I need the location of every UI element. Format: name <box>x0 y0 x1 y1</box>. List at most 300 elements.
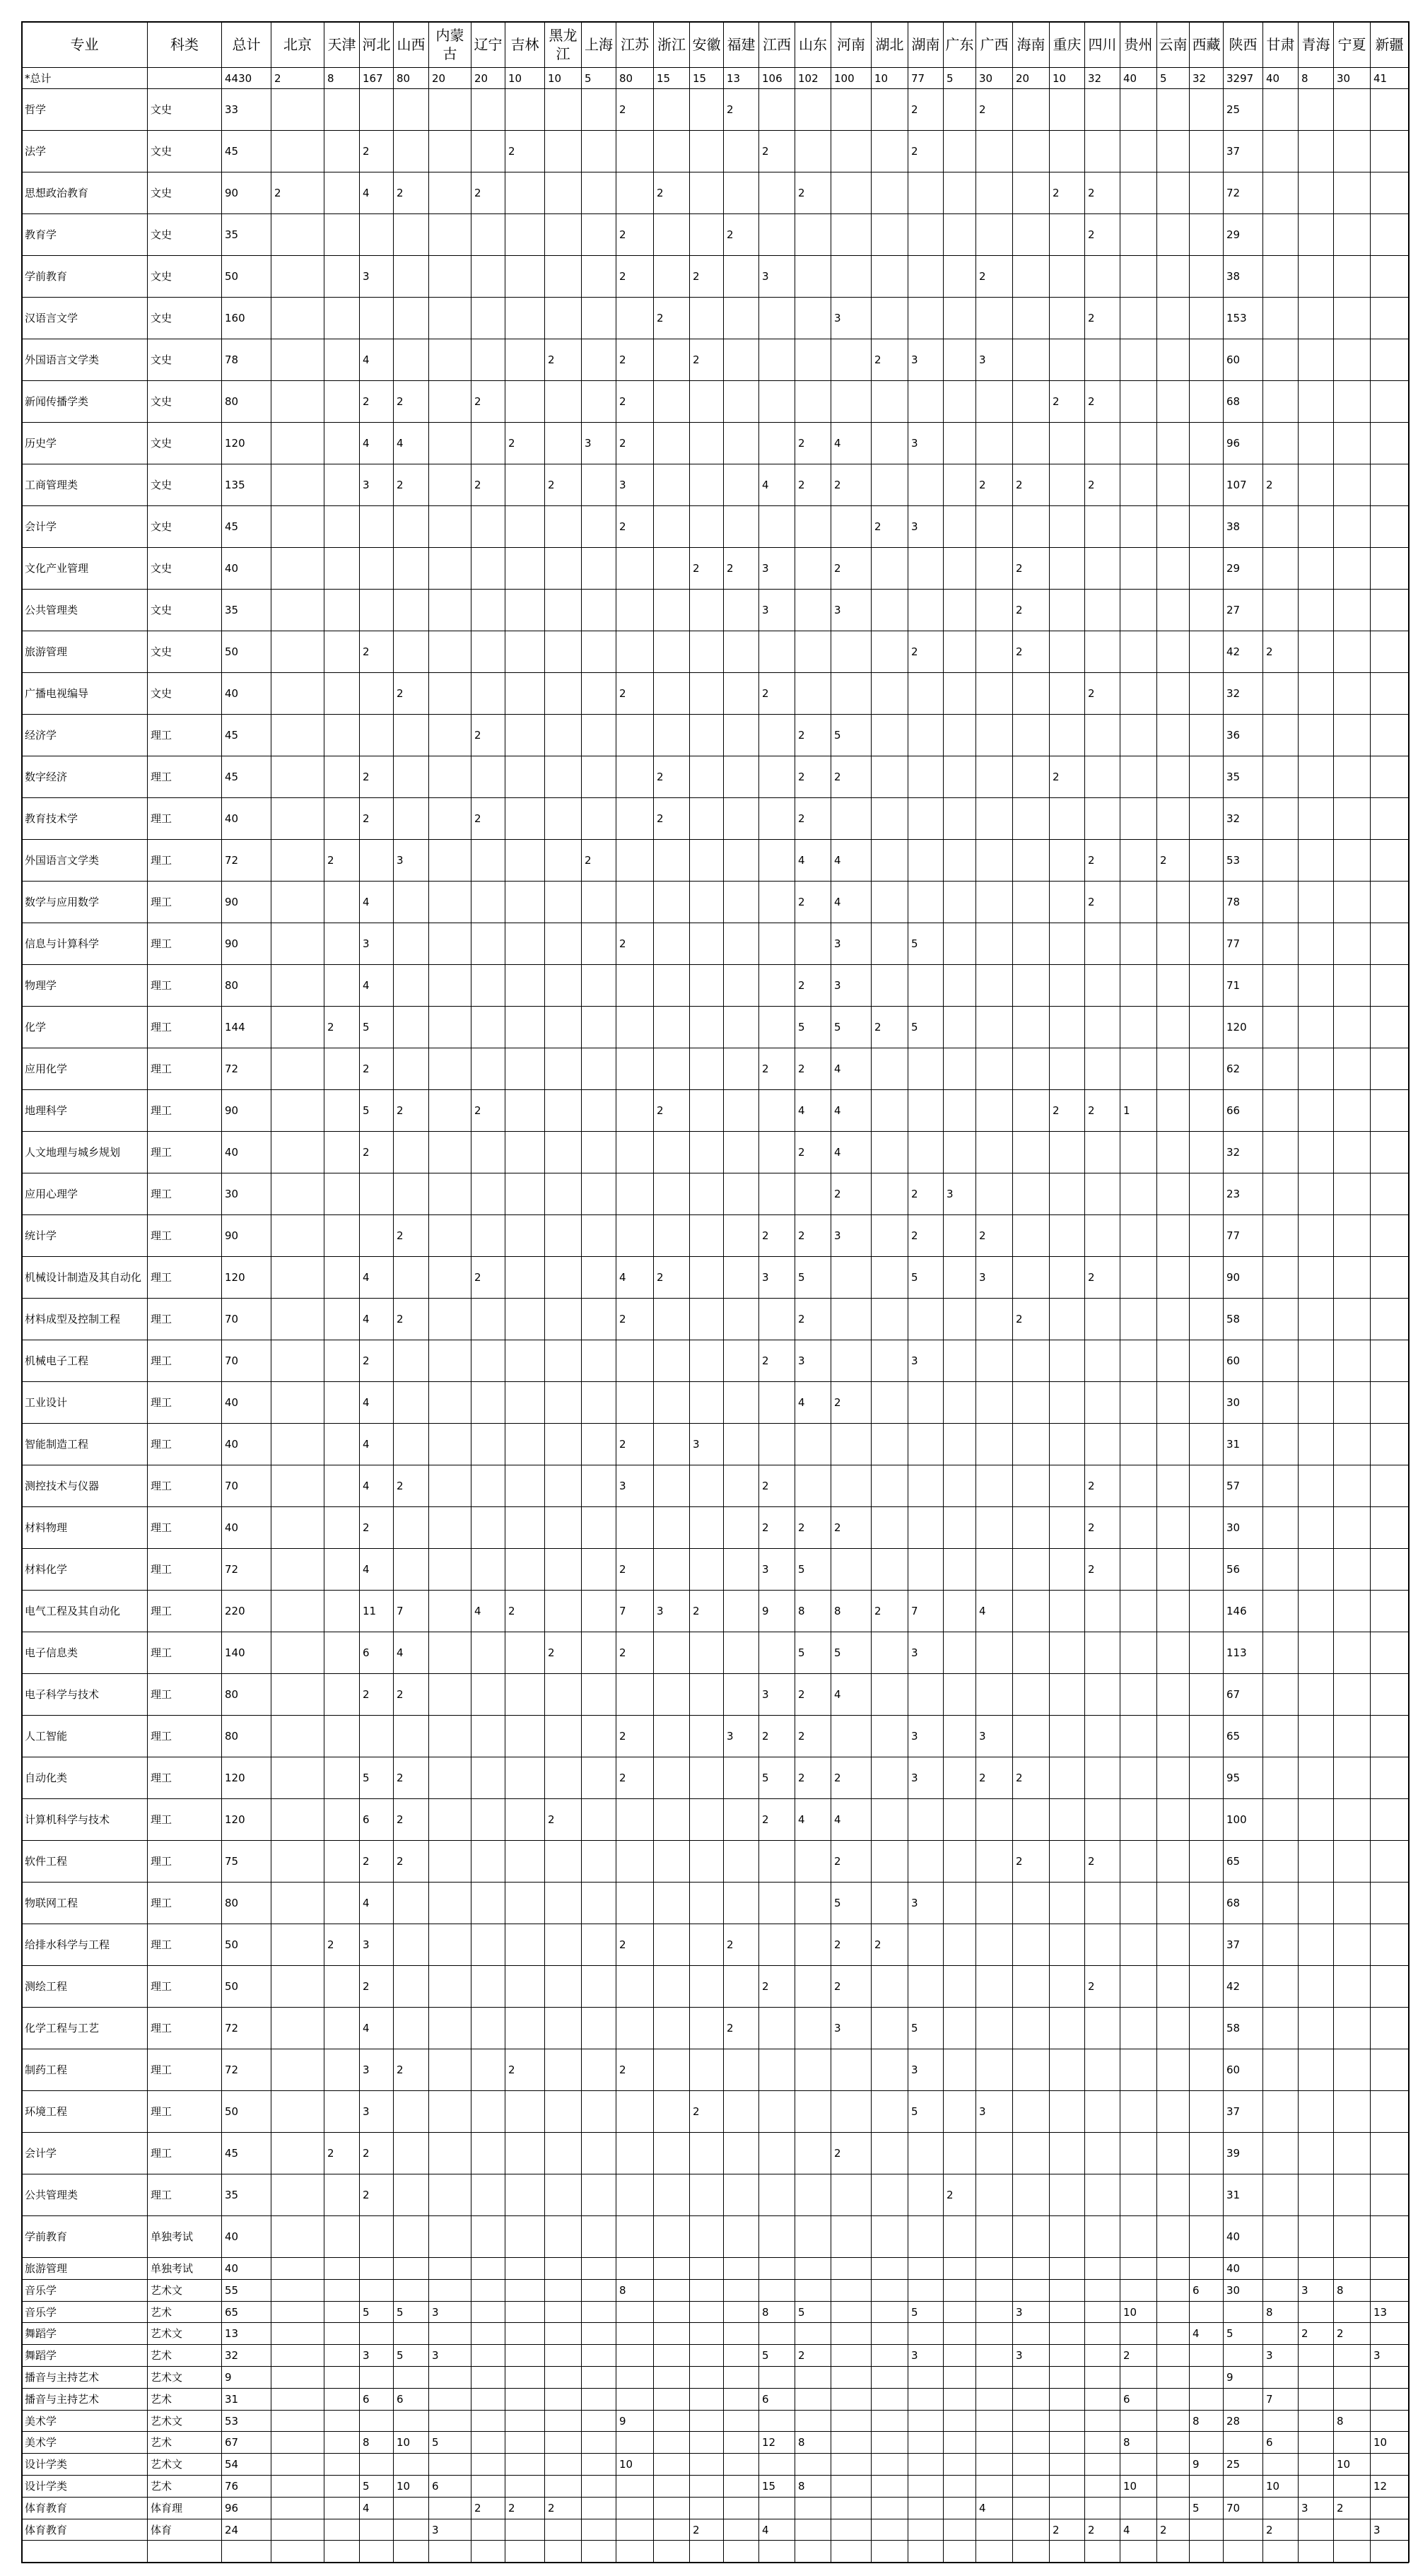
quota-cell: 2 <box>363 1521 370 1534</box>
quota-cell: 2 <box>619 1772 626 1784</box>
quota-cell: 2 <box>363 2147 370 2160</box>
quota-cell: 2 <box>798 1062 805 1075</box>
column-header: 河北 <box>362 36 391 53</box>
total-cell: 2 <box>274 71 281 85</box>
quota-cell: 2 <box>979 1772 986 1784</box>
quota-cell: 2 <box>474 1104 481 1117</box>
quota-cell: 2 <box>619 687 626 700</box>
category-name: 理工 <box>151 1813 172 1826</box>
quota-cell: 90 <box>1226 1271 1241 1284</box>
category-name: 文史 <box>151 437 172 450</box>
quota-cell: 2 <box>798 1772 805 1784</box>
quota-cell: 35 <box>225 604 239 616</box>
quota-cell: 2 <box>1088 687 1095 700</box>
quota-cell: 3 <box>585 437 592 450</box>
major-name: 信息与计算科学 <box>25 937 100 950</box>
major-name: 广播电视编导 <box>25 687 89 700</box>
category-name: 理工 <box>151 1688 172 1701</box>
grid-line-vertical <box>581 21 582 2563</box>
quota-cell: 50 <box>225 270 239 283</box>
quota-cell: 2 <box>798 437 805 450</box>
quota-cell: 5 <box>911 2305 918 2319</box>
quota-cell: 3 <box>762 1688 769 1701</box>
total-row-label: *总计 <box>25 71 52 85</box>
quota-cell: 30 <box>1226 1521 1241 1534</box>
major-name: 公共管理类 <box>25 604 78 616</box>
total-cell: 80 <box>397 71 411 85</box>
quota-cell: 5 <box>363 2480 370 2493</box>
category-name: 理工 <box>151 1646 172 1659</box>
quota-cell: 3 <box>1301 2502 1308 2514</box>
grid-line-vertical <box>1298 21 1299 2563</box>
quota-cell: 2 <box>585 854 592 867</box>
column-header: 安徽 <box>692 36 721 53</box>
quota-cell: 2 <box>1088 1563 1095 1576</box>
quota-cell: 2 <box>1016 645 1023 658</box>
quota-cell: 5 <box>834 1897 841 1909</box>
quota-cell: 4 <box>363 437 370 450</box>
quota-cell: 8 <box>1193 2414 1200 2428</box>
quota-cell: 67 <box>1226 1688 1241 1701</box>
quota-cell: 90 <box>225 896 239 908</box>
quota-cell: 2 <box>619 353 626 366</box>
quota-cell: 23 <box>1226 1188 1241 1200</box>
column-header: 西藏 <box>1192 36 1221 53</box>
major-name: 思想政治教育 <box>25 187 89 199</box>
category-name: 体育理 <box>151 2502 183 2514</box>
quota-cell: 4 <box>363 896 370 908</box>
quota-cell: 3 <box>619 1480 626 1492</box>
quota-cell: 13 <box>1373 2305 1388 2319</box>
quota-cell: 15 <box>762 2480 776 2493</box>
total-cell: 32 <box>1193 71 1207 85</box>
total-cell: 40 <box>1266 71 1280 85</box>
quota-cell: 135 <box>225 479 245 491</box>
quota-cell: 45 <box>225 145 239 158</box>
major-name: 舞蹈学 <box>25 2349 57 2362</box>
quota-cell: 2 <box>474 1271 481 1284</box>
quota-cell: 10 <box>1123 2480 1137 2493</box>
total-cell <box>148 68 221 88</box>
quota-cell: 6 <box>1123 2393 1130 2406</box>
grid-line-vertical <box>428 21 429 2563</box>
quota-cell: 3 <box>432 2523 439 2536</box>
category-name: 理工 <box>151 2022 172 2035</box>
quota-cell: 2 <box>834 1396 841 1409</box>
quota-cell: 45 <box>225 2147 239 2160</box>
quota-cell: 2 <box>1088 395 1095 408</box>
quota-cell: 90 <box>225 1229 239 1242</box>
quota-cell: 2 <box>657 187 664 199</box>
quota-cell: 3 <box>1266 2349 1273 2362</box>
quota-cell: 2 <box>834 2147 841 2160</box>
major-name: 化学工程与工艺 <box>25 2022 100 2035</box>
grid-line-vertical <box>723 21 724 2563</box>
major-name: 智能制造工程 <box>25 1438 89 1451</box>
quota-cell: 140 <box>225 1646 245 1659</box>
quota-cell: 4 <box>979 1605 986 1617</box>
major-name: 舞蹈学 <box>25 2327 57 2340</box>
quota-cell: 2 <box>834 562 841 575</box>
major-name: 会计学 <box>25 520 57 533</box>
category-name: 理工 <box>151 2105 172 2118</box>
major-name: 材料成型及控制工程 <box>25 1313 121 1325</box>
quota-cell: 120 <box>1226 1021 1247 1034</box>
quota-cell: 8 <box>798 1605 805 1617</box>
grid-line-vertical <box>1189 21 1190 2563</box>
quota-cell: 5 <box>798 1646 805 1659</box>
grid-line-vertical <box>1408 21 1410 2563</box>
quota-cell: 42 <box>1226 1980 1241 1993</box>
major-name: 美术学 <box>25 2414 57 2428</box>
quota-cell: 2 <box>1088 228 1095 241</box>
column-header: 浙江 <box>657 36 686 53</box>
category-name: 理工 <box>151 1271 172 1284</box>
quota-cell: 3 <box>834 312 841 324</box>
total-cell: 77 <box>911 71 925 85</box>
quota-cell: 12 <box>1373 2480 1388 2493</box>
quota-cell: 2 <box>363 395 370 408</box>
quota-cell: 77 <box>1226 1229 1241 1242</box>
quota-cell: 3 <box>1016 2305 1023 2319</box>
quota-cell: 5 <box>762 1772 769 1784</box>
quota-cell: 2 <box>474 729 481 742</box>
major-name: 人文地理与城乡规划 <box>25 1146 121 1159</box>
quota-cell: 2 <box>474 187 481 199</box>
quota-cell: 3 <box>762 604 769 616</box>
quota-cell: 4 <box>363 1271 370 1284</box>
quota-cell: 78 <box>225 353 239 366</box>
quota-cell: 2 <box>1088 1271 1095 1284</box>
quota-cell: 2 <box>727 2022 734 2035</box>
major-name: 人工智能 <box>25 1730 68 1743</box>
quota-cell: 153 <box>1226 312 1247 324</box>
quota-cell: 2 <box>798 729 805 742</box>
quota-cell: 8 <box>1337 2414 1344 2428</box>
quota-cell: 4 <box>363 1313 370 1325</box>
category-name: 体育 <box>151 2523 172 2536</box>
major-name: 计算机科学与技术 <box>25 1813 110 1826</box>
category-name: 文史 <box>151 395 172 408</box>
grid-line-vertical <box>1333 21 1334 2563</box>
major-name: 工业设计 <box>25 1396 68 1409</box>
quota-cell: 5 <box>798 1021 805 1034</box>
quota-cell: 4 <box>798 854 805 867</box>
quota-cell: 4 <box>834 1146 841 1159</box>
quota-cell: 3 <box>911 1730 918 1743</box>
total-cell: 15 <box>657 71 671 85</box>
quota-cell: 2 <box>947 2189 954 2201</box>
quota-cell: 2 <box>397 1313 404 1325</box>
total-cell: 10 <box>508 71 522 85</box>
quota-cell: 5 <box>363 1104 370 1117</box>
quota-cell: 2 <box>762 1980 769 1993</box>
quota-cell: 2 <box>1160 2523 1167 2536</box>
category-name: 文史 <box>151 353 172 366</box>
total-cell: 10 <box>548 71 562 85</box>
category-name: 理工 <box>151 1730 172 1743</box>
quota-cell: 2 <box>1266 645 1273 658</box>
quota-cell: 72 <box>225 2063 239 2076</box>
quota-cell: 2 <box>1088 312 1095 324</box>
quota-cell: 2 <box>798 1313 805 1325</box>
quota-cell: 2 <box>834 771 841 783</box>
category-name: 理工 <box>151 1354 172 1367</box>
quota-cell: 40 <box>1226 2262 1241 2275</box>
quota-cell: 3 <box>979 1730 986 1743</box>
total-cell: 5 <box>947 71 954 85</box>
quota-cell: 65 <box>1226 1730 1241 1743</box>
quota-cell: 31 <box>225 2393 239 2406</box>
category-name: 理工 <box>151 771 172 783</box>
quota-cell: 3 <box>911 437 918 450</box>
quota-cell: 3 <box>834 937 841 950</box>
category-name: 文史 <box>151 645 172 658</box>
quota-cell: 6 <box>363 1813 370 1826</box>
category-name: 艺术文 <box>151 2458 183 2471</box>
category-name: 文史 <box>151 687 172 700</box>
quota-cell: 55 <box>225 2284 239 2297</box>
quota-cell: 2 <box>508 1605 515 1617</box>
quota-cell: 2 <box>874 1938 881 1951</box>
total-cell: 5 <box>1160 71 1167 85</box>
total-cell: 40 <box>1123 71 1137 85</box>
quota-cell: 2 <box>979 479 986 491</box>
column-header: 海南 <box>1016 36 1045 53</box>
major-name: 测控技术与仪器 <box>25 1480 100 1492</box>
quota-cell: 3 <box>657 1605 664 1617</box>
quota-cell: 2 <box>619 1730 626 1743</box>
quota-cell: 2 <box>363 1980 370 1993</box>
quota-cell: 2 <box>798 1521 805 1534</box>
category-name: 文史 <box>151 520 172 533</box>
quota-cell: 10 <box>619 2458 633 2471</box>
major-name: 机械电子工程 <box>25 1354 89 1367</box>
quota-cell: 60 <box>1226 353 1241 366</box>
quota-cell: 2 <box>798 2349 805 2362</box>
quota-cell: 31 <box>1226 1438 1241 1451</box>
column-header: 江西 <box>763 36 791 53</box>
major-name: 设计学类 <box>25 2458 68 2471</box>
quota-cell: 2 <box>619 103 626 116</box>
quota-cell: 2 <box>798 1146 805 1159</box>
quota-cell: 45 <box>225 771 239 783</box>
quota-cell: 53 <box>225 2414 239 2428</box>
quota-cell: 2 <box>657 1271 664 1284</box>
quota-cell: 2 <box>397 1813 404 1826</box>
major-name: 汉语言文学 <box>25 312 78 324</box>
quota-cell: 33 <box>225 103 239 116</box>
category-name: 理工 <box>151 896 172 908</box>
quota-cell: 2 <box>1088 2523 1095 2536</box>
quota-cell: 9 <box>762 1605 769 1617</box>
quota-cell: 8 <box>1337 2284 1344 2297</box>
quota-cell: 32 <box>1226 687 1241 700</box>
quota-cell: 5 <box>1193 2502 1200 2514</box>
quota-cell: 4 <box>363 1563 370 1576</box>
quota-cell: 2 <box>979 103 986 116</box>
quota-cell: 4 <box>834 854 841 867</box>
total-cell: 3297 <box>1226 71 1254 85</box>
total-cell: 30 <box>1337 71 1351 85</box>
column-header: 陕西 <box>1229 36 1258 53</box>
quota-cell: 220 <box>225 1605 245 1617</box>
category-name: 理工 <box>151 1980 172 1993</box>
quota-cell: 120 <box>225 1813 245 1826</box>
column-header: 黑龙江 <box>549 27 578 62</box>
quota-cell: 42 <box>1226 645 1241 658</box>
category-name: 文史 <box>151 562 172 575</box>
quota-cell: 30 <box>225 1188 239 1200</box>
quota-cell: 2 <box>1088 479 1095 491</box>
quota-cell: 70 <box>1226 2502 1241 2514</box>
quota-cell: 2 <box>834 1772 841 1784</box>
quota-cell: 2 <box>693 562 700 575</box>
total-cell: 30 <box>979 71 993 85</box>
quota-cell: 4 <box>762 479 769 491</box>
category-name: 理工 <box>151 1938 172 1951</box>
quota-cell: 2 <box>1016 1313 1023 1325</box>
quota-cell: 2 <box>693 2523 700 2536</box>
category-name: 文史 <box>151 187 172 199</box>
quota-cell: 4 <box>363 353 370 366</box>
quota-cell: 2 <box>1160 854 1167 867</box>
quota-cell: 4 <box>363 1897 370 1909</box>
column-header: 甘肃 <box>1266 36 1295 53</box>
quota-cell: 80 <box>225 979 239 992</box>
quota-cell: 75 <box>225 1855 239 1868</box>
quota-cell: 65 <box>1226 1855 1241 1868</box>
quota-cell: 2 <box>397 1688 404 1701</box>
quota-cell: 2 <box>619 1313 626 1325</box>
quota-cell: 2 <box>911 1188 918 1200</box>
quota-cell: 3 <box>911 1897 918 1909</box>
category-name: 文史 <box>151 604 172 616</box>
quota-cell: 2 <box>798 771 805 783</box>
quota-cell: 72 <box>225 1062 239 1075</box>
quota-cell: 2 <box>397 2063 404 2076</box>
quota-cell: 3 <box>1301 2284 1308 2297</box>
total-cell: 10 <box>1053 71 1067 85</box>
major-name: 体育教育 <box>25 2502 68 2514</box>
quota-cell: 2 <box>657 812 664 825</box>
quota-cell: 2 <box>798 1730 805 1743</box>
quota-cell: 2 <box>1053 395 1060 408</box>
grid-line-horizontal <box>21 2562 1409 2563</box>
total-cell: 4430 <box>225 71 252 85</box>
quota-cell: 32 <box>1226 812 1241 825</box>
total-cell: 100 <box>834 71 855 85</box>
column-header: 河南 <box>837 36 865 53</box>
quota-cell: 2 <box>1266 479 1273 491</box>
major-name: 教育技术学 <box>25 812 78 825</box>
column-header: 贵州 <box>1124 36 1153 53</box>
category-name: 理工 <box>151 1396 172 1409</box>
column-header: 湖北 <box>875 36 904 53</box>
major-name: 制药工程 <box>25 2063 68 2076</box>
quota-cell: 2 <box>1016 604 1023 616</box>
category-name: 理工 <box>151 1062 172 1075</box>
major-name: 工商管理类 <box>25 479 78 491</box>
quota-cell: 2 <box>619 228 626 241</box>
quota-cell: 68 <box>1226 395 1241 408</box>
quota-cell: 96 <box>1226 437 1241 450</box>
quota-cell: 30 <box>1226 1396 1241 1409</box>
total-cell: 20 <box>432 71 446 85</box>
quota-cell: 2 <box>834 1980 841 1993</box>
quota-cell: 2 <box>508 437 515 450</box>
quota-cell: 3 <box>693 1438 700 1451</box>
major-name: 音乐学 <box>25 2305 57 2319</box>
column-header: 云南 <box>1159 36 1188 53</box>
quota-cell: 45 <box>225 729 239 742</box>
quota-cell: 3 <box>947 1188 954 1200</box>
quota-cell: 2 <box>548 1646 555 1659</box>
quota-cell: 3 <box>911 520 918 533</box>
quota-cell: 2 <box>474 395 481 408</box>
quota-cell: 6 <box>363 2393 370 2406</box>
category-name: 理工 <box>151 979 172 992</box>
quota-cell: 2 <box>548 479 555 491</box>
major-name: 材料化学 <box>25 1563 68 1576</box>
major-name: 统计学 <box>25 1229 57 1242</box>
quota-cell: 2 <box>363 645 370 658</box>
quota-cell: 2 <box>798 1229 805 1242</box>
quota-cell: 120 <box>225 437 245 450</box>
quota-cell: 2 <box>363 771 370 783</box>
major-name: 给排水科学与工程 <box>25 1938 110 1951</box>
quota-cell: 28 <box>1226 2414 1241 2428</box>
quota-cell: 3 <box>834 1229 841 1242</box>
quota-cell: 5 <box>911 2022 918 2035</box>
quota-cell: 113 <box>1226 1646 1247 1659</box>
quota-cell: 58 <box>1226 2022 1241 2035</box>
quota-cell: 2 <box>657 312 664 324</box>
quota-cell: 4 <box>363 2022 370 2035</box>
quota-cell: 5 <box>432 2436 439 2449</box>
quota-cell: 2 <box>619 1938 626 1951</box>
quota-cell: 3 <box>727 1730 734 1743</box>
quota-cell: 4 <box>397 1646 404 1659</box>
column-header: 内蒙古 <box>435 27 464 62</box>
category-name: 理工 <box>151 1897 172 1909</box>
quota-cell: 5 <box>911 2105 918 2118</box>
column-header: 科类 <box>170 36 199 53</box>
quota-cell: 10 <box>1123 2305 1137 2319</box>
total-cell: 8 <box>1301 71 1308 85</box>
quota-cell: 57 <box>1226 1480 1241 1492</box>
quota-cell: 2 <box>619 1438 626 1451</box>
quota-cell: 40 <box>225 2230 239 2243</box>
quota-cell: 53 <box>1226 854 1241 867</box>
category-name: 理工 <box>151 1772 172 1784</box>
quota-cell: 37 <box>1226 145 1241 158</box>
quota-cell: 7 <box>397 1605 404 1617</box>
quota-cell: 5 <box>798 1563 805 1576</box>
quota-cell: 6 <box>1193 2284 1200 2297</box>
quota-cell: 4 <box>762 2523 769 2536</box>
major-name: 哲学 <box>25 103 47 116</box>
quota-cell: 2 <box>657 1104 664 1117</box>
quota-cell: 5 <box>798 2305 805 2319</box>
quota-cell: 37 <box>1226 1938 1241 1951</box>
major-name: 测绘工程 <box>25 1980 68 1993</box>
grid-line-vertical <box>1262 21 1263 2563</box>
quota-cell: 2 <box>762 687 769 700</box>
quota-cell: 6 <box>397 2393 404 2406</box>
quota-cell: 8 <box>798 2436 805 2449</box>
quota-cell: 2 <box>762 1480 769 1492</box>
